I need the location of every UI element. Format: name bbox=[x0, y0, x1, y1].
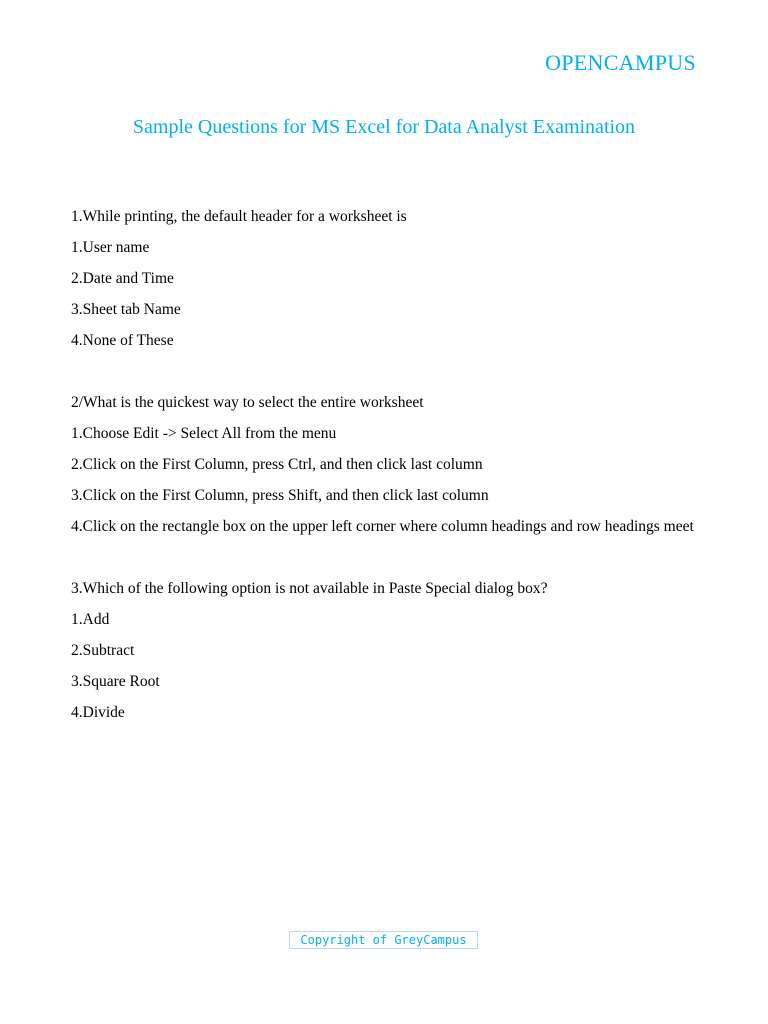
page-title: Sample Questions for MS Excel for Data Analyst Examination bbox=[132, 116, 636, 138]
copyright-notice: Copyright of GreyCampus bbox=[289, 931, 478, 949]
question-text: 3.Which of the following option is not available in Paste Special dialog box? bbox=[71, 580, 548, 597]
option-item: 4.None of These bbox=[71, 332, 174, 349]
question-2 bbox=[71, 387, 701, 542]
option-item: 4.Click on the rectangle box on the upper left corner where column headings and row headings meet bbox=[71, 518, 694, 535]
option-item: 3.Sheet tab Name bbox=[71, 301, 181, 318]
option-item: 1.Add bbox=[71, 611, 110, 628]
option-item: 2.Click on the First Column, press Ctrl, and then click last column bbox=[71, 456, 483, 473]
question-1 bbox=[71, 201, 701, 356]
question-text: 2/What is the quickest way to select the entire worksheet bbox=[71, 394, 424, 411]
option-item: 3.Square Root bbox=[71, 673, 160, 690]
option-item: 4.Divide bbox=[71, 704, 125, 721]
option-item: 1.Choose Edit -> Select All from the menu bbox=[71, 425, 337, 442]
question-list bbox=[71, 201, 701, 759]
option-item: 2.Date and Time bbox=[71, 270, 174, 287]
option-item: 2.Subtract bbox=[71, 642, 135, 659]
option-item: 1.User name bbox=[71, 239, 150, 256]
question-text: 1.While printing, the default header for a worksheet is bbox=[71, 208, 407, 225]
brand-logo-text: OPENCAMPUS bbox=[545, 50, 696, 75]
question-3 bbox=[71, 573, 701, 728]
option-item: 3.Click on the First Column, press Shift, and then click last column bbox=[71, 487, 489, 504]
